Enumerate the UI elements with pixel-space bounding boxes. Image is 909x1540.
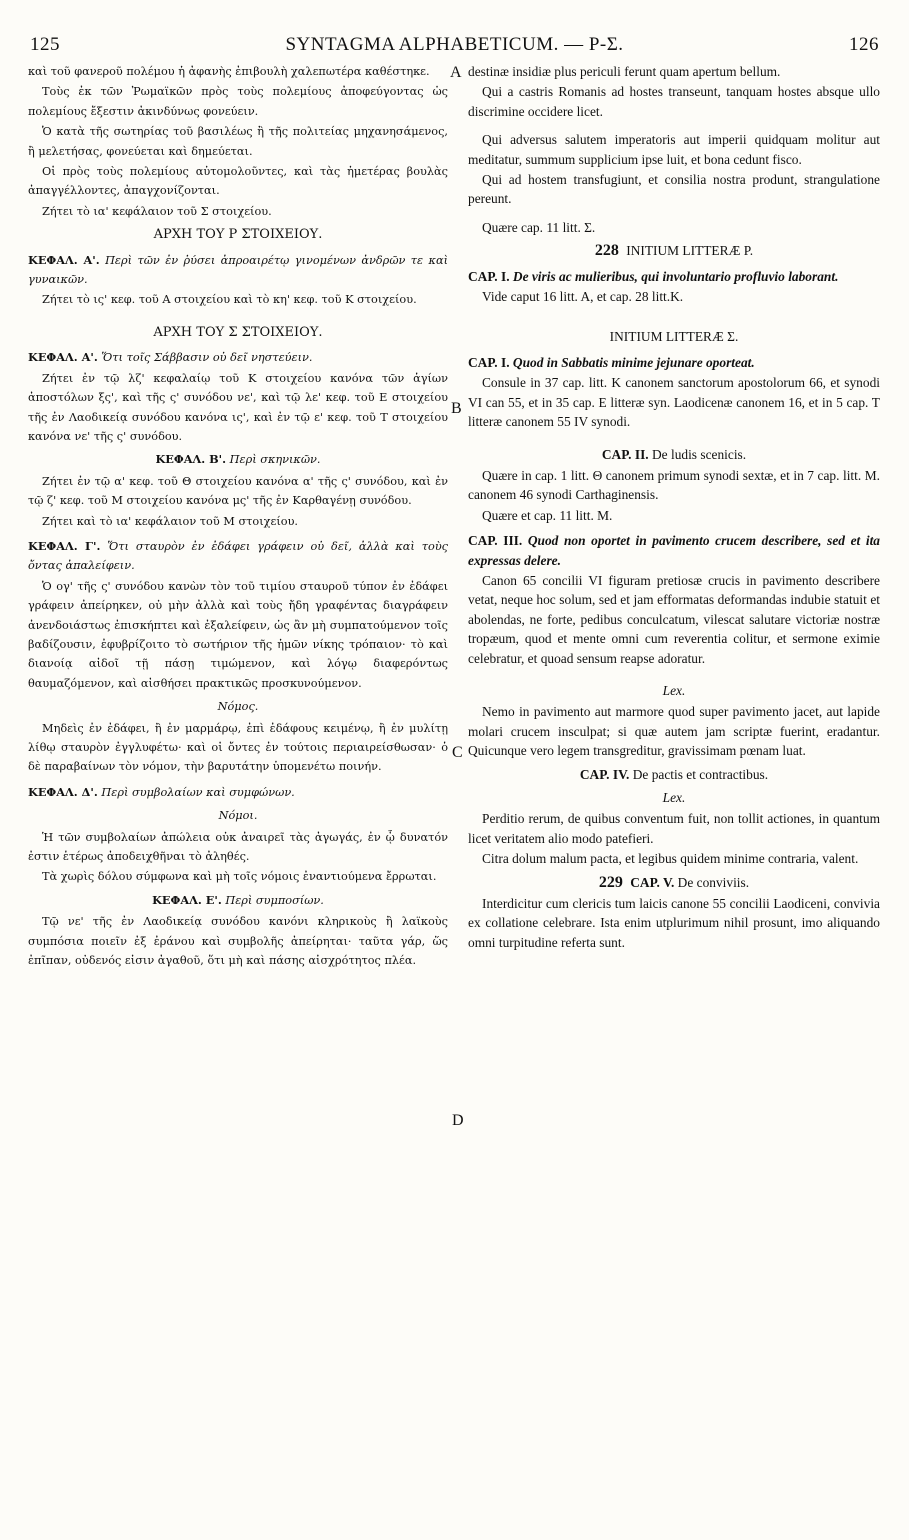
greek-paragraph: Ζήτει καὶ τὸ ια' κεφάλαιον τοῦ Μ στοιχείου. bbox=[42, 514, 299, 528]
chapter-title: Περὶ συμποσίων. bbox=[225, 893, 324, 907]
greek-chapter-heading bbox=[28, 537, 448, 576]
chapter-title: Quod in Sabbatis minime jejunare oporteat. bbox=[512, 354, 755, 370]
greek-law-heading: Νόμοι. bbox=[218, 809, 258, 823]
page-number-left: 125 bbox=[30, 34, 60, 55]
chapter-title: De ludis scenicis. bbox=[652, 446, 747, 462]
latin-chapter-heading bbox=[468, 353, 880, 372]
chapter-title: Ὅτι σταυρὸν ἐν ἐδάφει γράφειν οὐ δεῖ, ἀλλὰ καὶ τοὺς ὄντας ἀπαλείφειν. bbox=[28, 539, 448, 573]
chapter-number: ΚΕΦΑΛ. Ε'. bbox=[152, 892, 222, 907]
latin-paragraph: destinæ insidiæ plus periculi ferunt quam apertum bellum. bbox=[468, 64, 781, 79]
heading-text: INITIUM LITTERÆ P. bbox=[626, 243, 754, 259]
chapter-title: De conviviis. bbox=[677, 874, 750, 890]
latin-law-heading: Lex. bbox=[662, 790, 686, 805]
latin-paragraph: Qui adversus salutem imperatoris aut imperii quidquam molitur aut meditatur, summum supplicium ipse luit, et bona cedunt fisco. bbox=[468, 132, 880, 167]
greek-paragraph: Ὁ ογ' τῆς ς' συνόδου κανὼν τὸν τοῦ τιμίου σταυροῦ τύπον ἐν ἐδάφει γράφειν ἀπείρηκεν, οὐ μὴν ἀλλὰ καὶ τοὺς ἤδη γραφέντας διαγράφειν ἀνενδοιάστως ἐπισκήπτει καὶ ἐξαλείφειν, ὡς ἂν μὴ συμπατούμενον τοῖς βαδίζουσιν, ἐφυβρίζοιτο τὸ σωτήριον τῆς ἡμῶν νίκης τρόπαιον· τὸ καὶ διανοίᾳ αἰδοῖ τῇ πάσῃ τιμώμενον, καὶ λόγῳ διαφερόντως θαυμαζόμενον, καὶ αἰσθήσει πρακτικῶς προσκυνούμενον. bbox=[28, 579, 448, 690]
chapter-title: Quod non oportet in pavimento crucem describere, sed et ita expressas delere. bbox=[468, 533, 880, 568]
chapter-number: CAP. IV. bbox=[579, 766, 630, 782]
latin-paragraph: Qui a castris Romanis ad hostes transeunt, tanquam hostes absque ullo discrimine occidere licet. bbox=[468, 84, 880, 119]
latin-paragraph: Qui ad hostem transfugiunt, et consilia nostra produnt, strangulatione pereunt. bbox=[468, 172, 880, 207]
chapter-number: ΚΕΦΑΛ. Γ'. bbox=[28, 538, 101, 553]
page-number-right: 126 bbox=[849, 34, 879, 55]
greek-paragraph: Ὁ κατὰ τῆς σωτηρίας τοῦ βασιλέως ἢ τῆς πολιτείας μηχανησάμενος, ἢ μελετήσας, φονεύεται καὶ δημεύεται. bbox=[28, 125, 448, 158]
latin-paragraph: Consule in 37 cap. litt. K canonem sanctorum apostolorum 66, et synodi VI can 55, et in 35 cap. E litteræ syn. Laodicenæ canonem 16, et in 5 cap. T litteræ canonem 55 IV synodi. bbox=[468, 375, 880, 430]
latin-heading-rho bbox=[468, 241, 880, 260]
greek-chapter-heading bbox=[28, 251, 448, 290]
greek-chapter-heading bbox=[28, 450, 448, 469]
greek-paragraph: Ζήτει ἐν τῷ α' κεφ. τοῦ Θ στοιχείου κανόνα α' τῆς ς' συνόδου, καὶ ἐν τῷ ζ' κεφ. τοῦ Μ στοιχείου κανόνα μς' τῆς ἐν Καρθαγένῃ συνόδου. bbox=[28, 474, 448, 508]
latin-paragraph: Quære cap. 11 litt. Σ. bbox=[482, 219, 596, 235]
chapter-title: Περὶ συμβολαίων καὶ συμφώνων. bbox=[101, 785, 295, 799]
chapter-number: ΚΕΦΑΛ. Α'. bbox=[28, 252, 100, 267]
chapter-title: Περὶ σκηνικῶν. bbox=[229, 453, 321, 467]
greek-paragraph: Μηδεὶς ἐν ἐδάφει, ἢ ἐν μαρμάρῳ, ἐπὶ ἐδάφους κειμένῳ, ἢ ἐν μυλίτῃ λίθῳ σταυρὸν ἐγγλυφέτω· καὶ οἱ ὄντες ἐν τούτοις περιαιρείσθωσαν· ὁ δὲ παραβαίνων τὸν νόμον, τὴν βαρυτάτην ὑπομενέτω ποινήν. bbox=[28, 721, 448, 774]
chapter-number: CAP. I. bbox=[468, 268, 510, 284]
margin-mark-c: C bbox=[452, 744, 463, 761]
chapter-title: De pactis et contractibus. bbox=[632, 766, 769, 782]
chapter-number: CAP. III. bbox=[468, 533, 523, 549]
running-header bbox=[30, 34, 879, 60]
chapter-number: CAP. V. bbox=[630, 874, 675, 890]
greek-paragraph: Τὰ χωρὶς δόλου σύμφωνα καὶ μὴ τοῖς νόμοις ἐναντιούμενα ἔρρωται. bbox=[42, 870, 437, 884]
latin-paragraph: Perditio rerum, de quibus conventum fuit, non tollit actiones, in quantum licet veritatem alio modo patefieri. bbox=[468, 811, 880, 846]
latin-chapter-heading bbox=[468, 445, 880, 464]
chapter-title: De viris ac mulieribus, qui involuntario profluvio laborant. bbox=[512, 268, 839, 284]
greek-heading-rho: ΑΡΧΗ ΤΟΥ Ρ ΣΤΟΙΧΕΙΟΥ. bbox=[153, 227, 323, 243]
latin-paragraph: Vide caput 16 litt. A, et cap. 28 litt.K. bbox=[482, 289, 684, 305]
greek-paragraph: καὶ τοῦ φανεροῦ πολέμου ἡ ἀφανὴς ἐπιβουλὴ χαλεπωτέρα καθέστηκε. bbox=[28, 65, 430, 78]
greek-heading-sigma: ΑΡΧΗ ΤΟΥ Σ ΣΤΟΙΧΕΙΟΥ. bbox=[153, 324, 323, 340]
latin-chapter-heading bbox=[468, 873, 880, 892]
latin-paragraph: Canon 65 concilii VI figuram pretiosæ crucis in pavimento describere vetat, neque hoc solum, sed et jam efformatas deformandas indubie statuit et abolendas, ne forte, pedibus conculcatum, vilescat salutare victoriæ nostræ tropæum, quod et mente omni cum reverentia colitur, et sermone eximie celebratur, et quoad sensum reapse adoratur. bbox=[468, 572, 880, 666]
greek-chapter-heading bbox=[28, 891, 448, 910]
greek-paragraph: Τοὺς ἐκ τῶν Ῥωμαϊκῶν πρὸς τοὺς πολεμίους ἀποφεύγοντας ὡς πολεμίους ἔξεστιν ἀκινδύνως φονεύειν. bbox=[28, 85, 448, 118]
latin-paragraph: Nemo in pavimento aut marmore quod super pavimento jacet, aut lapide molari crucem insculpat; si quæ autem jam scriptæ fuerint, eradantur. Quicunque vero legem transgreditur, gravissimam pœnam luat. bbox=[468, 704, 880, 759]
chapter-number: ΚΕΦΑΛ. Β'. bbox=[155, 452, 227, 467]
margin-mark-a: A bbox=[450, 64, 462, 81]
margin-mark-d: D bbox=[452, 1112, 464, 1129]
chapter-title: Περὶ τῶν ἐν ῥύσει ἀπροαιρέτῳ γινομένων ἀνδρῶν τε καὶ γυναικῶν. bbox=[28, 253, 448, 287]
latin-paragraph: Quære in cap. 1 litt. Θ canonem primum synodi sextæ, et in 7 cap. litt. M. canonem 46 synodi Carthaginensis. bbox=[468, 467, 880, 503]
chapter-title: Ὅτι τοῖς Σάββασιν οὐ δεῖ νηστεύειν. bbox=[101, 351, 313, 365]
latin-column bbox=[468, 62, 880, 953]
latin-paragraph: Citra dolum malum pacta, et legibus quidem minime contraria, valent. bbox=[482, 851, 859, 867]
latin-paragraph: Quære et cap. 11 litt. M. bbox=[482, 507, 613, 523]
chapter-number: CAP. I. bbox=[468, 354, 510, 370]
latin-chapter-heading bbox=[468, 765, 880, 784]
margin-mark-b: B bbox=[451, 400, 462, 417]
greek-paragraph: Τῷ νε' τῆς ἐν Λαοδικείᾳ συνόδου κανόνι κληρικοὺς ἢ λαϊκοὺς συμπόσια ποιεῖν ἐξ ἐράνου καὶ συμβολῆς ἀπείρηται· ταῦτα γάρ, ὥς ἐπῖπαν, οὐδενός εἰσιν ἀγαθοῦ, ὅτι μὴ καὶ πάσης αἰσχρότητος πλέα. bbox=[28, 915, 448, 968]
latin-chapter-heading bbox=[468, 531, 880, 570]
greek-paragraph: Ζήτει τὸ ις' κεφ. τοῦ Α στοιχείου καὶ τὸ κη' κεφ. τοῦ Κ στοιχείου. bbox=[42, 293, 417, 307]
greek-chapter-heading bbox=[28, 783, 448, 802]
running-title: SYNTAGMA ALPHABETICUM. — Ρ-Σ. bbox=[285, 34, 624, 55]
latin-paragraph: Interdicitur cum clericis tum laicis canone 55 concilii Laodiceni, convivia ex collatione celebrare. Ista enim utplurimum nihil prosunt, imo aliquando omni turpitudine referta sunt. bbox=[468, 896, 880, 950]
greek-paragraph: Οἱ πρὸς τοὺς πολεμίους αὐτομολοῦντες, καὶ τὰς ἡμετέρας βουλὰς ἀπαγγέλλοντες, ἀπαγχονίζονται. bbox=[28, 165, 448, 198]
chapter-number: ΚΕΦΑΛ. Δ'. bbox=[28, 784, 98, 799]
greek-paragraph: Ζήτει ἐν τῷ λζ' κεφαλαίῳ τοῦ Κ στοιχείου κανόνα τῶν ἁγίων ἀποστόλων ξς', καὶ τῆς ς' συνόδου νε', καὶ τῷ λε' κεφ. τοῦ Ε στοιχείου τῆς ἐν Λαοδικείᾳ συνόδου κανόνα ις', καὶ ἐν τῷ ε' κεφ. τοῦ Τ στοιχείου κανόνα νε' τῆς ς' συνόδου. bbox=[28, 371, 448, 443]
column-number-229: 229 bbox=[598, 873, 623, 891]
latin-law-heading: Lex. bbox=[662, 682, 686, 698]
greek-chapter-heading bbox=[28, 348, 448, 367]
latin-chapter-heading bbox=[468, 267, 880, 286]
chapter-number: CAP. II. bbox=[601, 446, 649, 462]
greek-column bbox=[28, 62, 448, 971]
greek-paragraph: Ἡ τῶν συμβολαίων ἀπώλεια οὐκ ἀναιρεῖ τὰς ἀγωγάς, ἐν ᾧ δυνατόν ἐστιν ἑτέρως ἀποδειχθῆναι τὸ ἀληθές. bbox=[28, 830, 448, 864]
chapter-number: ΚΕΦΑΛ. Α'. bbox=[28, 350, 98, 365]
latin-heading-sigma: INITIUM LITTERÆ Σ. bbox=[609, 329, 739, 345]
greek-paragraph: Ζήτει τὸ ια' κεφάλαιον τοῦ Σ στοιχείου. bbox=[42, 204, 272, 218]
column-number-228: 228 bbox=[594, 242, 619, 260]
greek-law-heading: Νόμος. bbox=[217, 700, 259, 714]
